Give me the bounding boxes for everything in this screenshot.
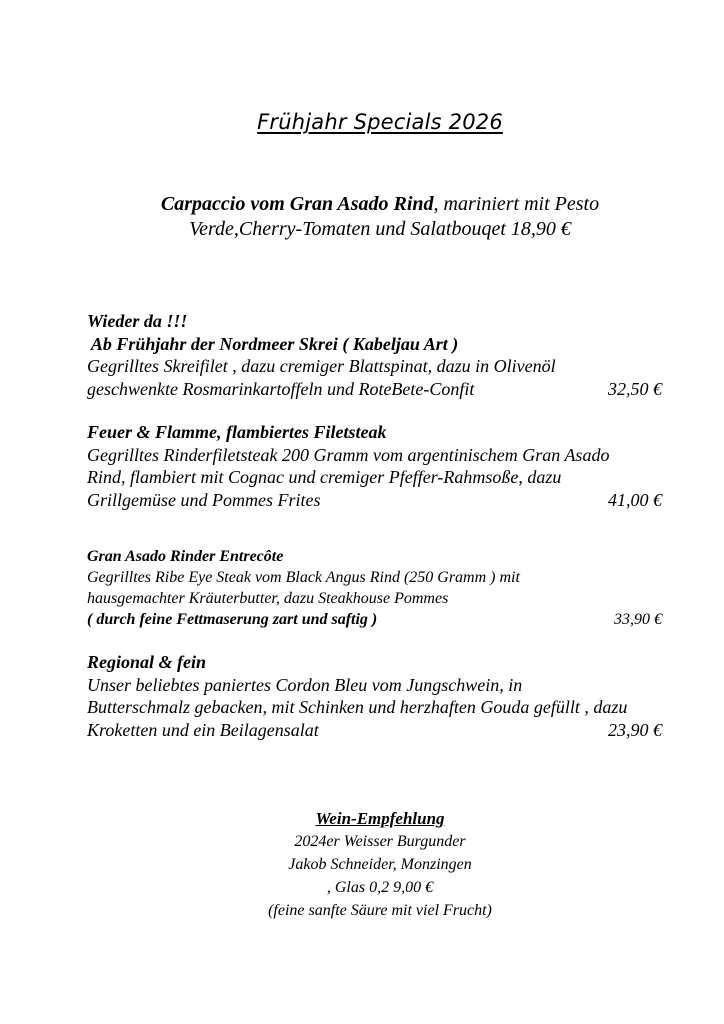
dish-desc: ( durch feine Fettmaserung zart und saftig ) bbox=[87, 611, 378, 628]
wine-heading: Wein-Empfehlung bbox=[315, 809, 445, 828]
dish-desc: Butterschmalz gebacken, mit Schinken und herzhaften Gouda gefüllt , dazu bbox=[87, 697, 628, 717]
wine-line: 2024er Weisser Burgunder bbox=[294, 833, 466, 850]
wine-line: (feine sanfte Säure mit viel Frucht) bbox=[268, 902, 492, 919]
dish-desc: Gegrilltes Rinderfiletsteak 200 Gramm vom argentinischem Gran Asado bbox=[87, 444, 610, 465]
intro-dish-name: Carpaccio vom Gran Asado Rind bbox=[160, 193, 434, 215]
dish-skrei bbox=[87, 310, 662, 400]
dish-desc: Gegrilltes Skreifilet , dazu cremiger Blattspinat, dazu in Olivenöl bbox=[87, 356, 556, 376]
intro-special bbox=[100, 192, 660, 242]
dish-price: 32,50 € bbox=[608, 378, 662, 399]
intro-desc-part1: , mariniert mit Pesto bbox=[433, 193, 600, 215]
dish-cordon-bleu bbox=[87, 651, 662, 741]
page-title: Frühjahr Specials 2026 bbox=[257, 110, 503, 134]
dish-heading: Feuer & Flamme, flambiertes Filetsteak bbox=[87, 422, 387, 442]
dish-desc: hausgemachter Kräuterbutter, dazu Steakhouse Pommes bbox=[87, 590, 449, 607]
dish-desc: Grillgemüse und Pommes Frites bbox=[87, 489, 321, 510]
intro-desc-part2: Verde,Cherry-Tomaten und Salatbouqet 18,90 € bbox=[189, 218, 571, 240]
dish-heading: Regional & fein bbox=[87, 652, 207, 672]
dish-price: 33,90 € bbox=[614, 611, 662, 628]
dish-desc: Unser beliebtes paniertes Cordon Bleu vom Jungschwein, in bbox=[87, 674, 523, 695]
dish-entrecote bbox=[87, 546, 662, 630]
dish-price: 41,00 € bbox=[608, 489, 662, 510]
wine-recommendation bbox=[220, 807, 540, 922]
dish-last-row bbox=[87, 489, 662, 512]
dish-price: 23,90 € bbox=[608, 719, 662, 740]
dish-subheading: Ab Frühjahr der Nordmeer Skrei ( Kabeljau Art ) bbox=[87, 333, 459, 354]
dish-last-row bbox=[87, 378, 662, 401]
dish-desc: geschwenkte Rosmarinkartoffeln und RoteBete-Confit bbox=[87, 378, 475, 399]
dish-heading: Gran Asado Rinder Entrecôte bbox=[87, 548, 284, 565]
dish-heading: Wieder da !!! bbox=[87, 311, 188, 331]
dish-last-row bbox=[87, 719, 662, 742]
dish-desc: Gegrilltes Ribe Eye Steak vom Black Angus Rind (250 Gramm ) mit bbox=[87, 569, 520, 586]
dish-filetsteak bbox=[87, 421, 662, 511]
dish-desc: Rind, flambiert mit Cognac und cremiger Pfeffer-Rahmsoße, dazu bbox=[87, 467, 562, 487]
dish-last-row bbox=[87, 609, 662, 630]
wine-line: Jakob Schneider, Monzingen bbox=[288, 856, 472, 873]
wine-line: , Glas 0,2 9,00 € bbox=[326, 879, 434, 896]
dish-desc: Kroketten und ein Beilagensalat bbox=[87, 719, 319, 740]
